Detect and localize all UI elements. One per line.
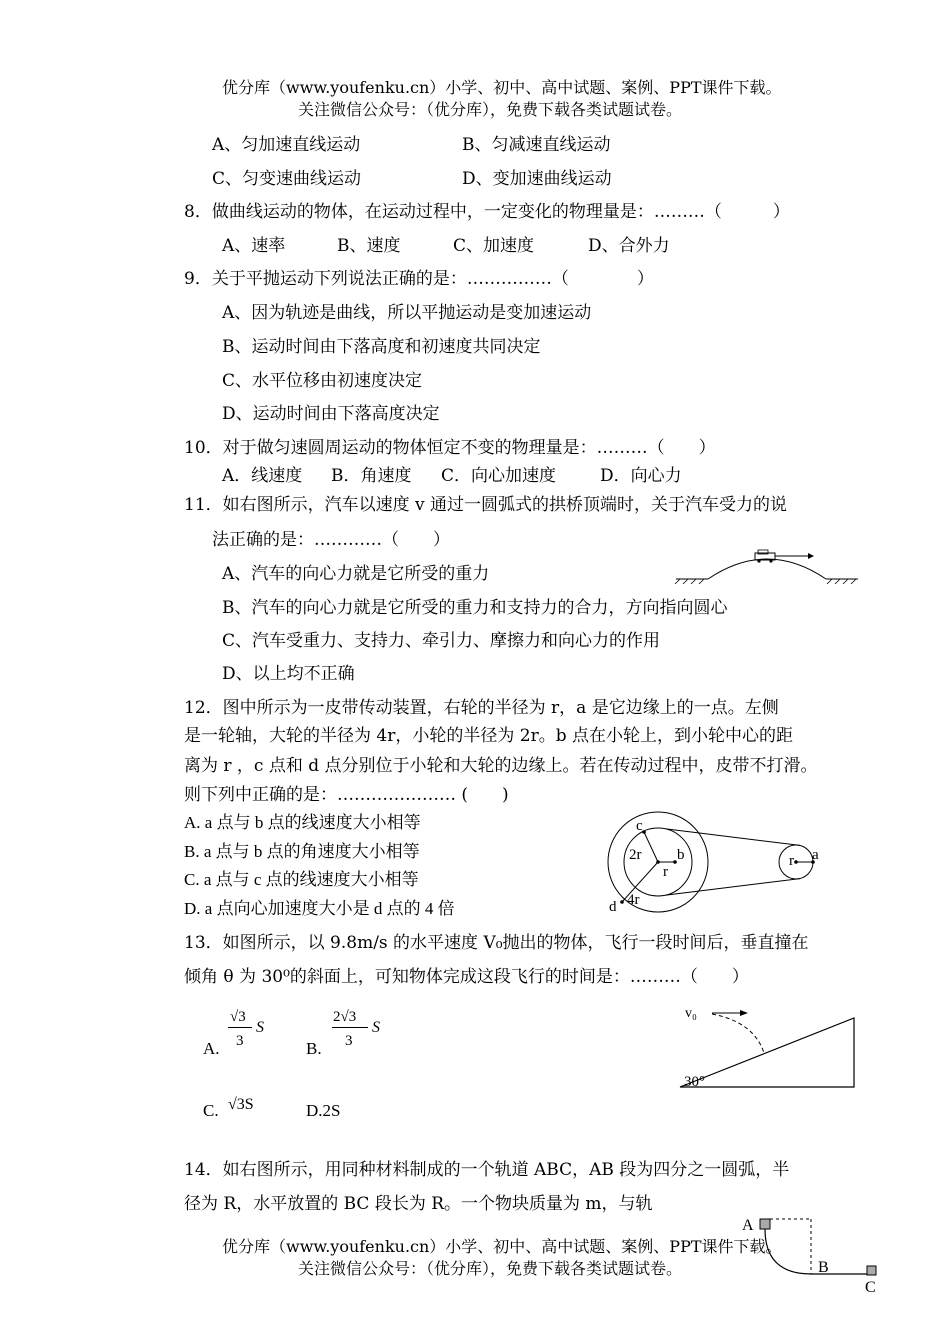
q13-stem-2: 倾角 θ 为 30⁰的斜面上，可知物体完成这段飞行的时间是：………（ ） <box>184 967 749 987</box>
q9-option-a: A、因为轨迹是曲线，所以平抛运动是变加速运动 <box>222 303 592 323</box>
q12-option-c: C. a 点与 c 点的线速度大小相等 <box>184 870 419 889</box>
block-at-a <box>760 1219 770 1229</box>
q7-option-c: C、匀变速曲线运动 <box>212 169 362 189</box>
footer-line-1: 优分库（www.youfenku.cn）小学、初中、高中试题、案例、PPT课件下载。 <box>222 1237 782 1256</box>
label-d: d <box>609 899 617 915</box>
q13-option-a-denominator: 3 <box>236 1033 244 1049</box>
q13-option-b-fraction-bar <box>332 1027 368 1028</box>
q8-option-c: C、加速度 <box>453 236 535 256</box>
q12-stem-1: 12．图中所示为一皮带传动装置，右轮的半径为 r，a 是它边缘上的一点。左侧 <box>184 698 779 718</box>
label-C: C <box>865 1279 876 1296</box>
q13-option-a-unit: S <box>256 1019 264 1036</box>
q12-option-d: D. a 点向心加速度大小是 d 点的 4 倍 <box>184 899 455 918</box>
car-icon <box>755 550 775 563</box>
q13-option-b-denominator: 3 <box>345 1033 353 1049</box>
q8-option-b: B、速度 <box>337 236 401 256</box>
q13-option-c-value: √3S <box>228 1096 254 1113</box>
label-B: B <box>818 1259 829 1276</box>
q7-option-b: B、匀减速直线运动 <box>462 135 611 155</box>
q9-option-c: C、水平位移由初速度决定 <box>222 371 423 391</box>
q7-option-a: A、匀加速直线运动 <box>212 135 361 155</box>
q9-option-b: B、运动时间由下落高度和初速度共同决定 <box>222 337 541 357</box>
q8-stem: 8．做曲线运动的物体，在运动过程中，一定变化的物理量是：………（ ） <box>184 202 790 222</box>
q13-option-d: D.2S <box>306 1101 341 1120</box>
q13-option-b-letter: B. <box>306 1039 322 1058</box>
q11-stem-2: 法正确的是：…………（ ） <box>212 530 450 550</box>
label-c: c <box>636 818 643 834</box>
q10-option-c: C．向心加速度 <box>441 466 557 486</box>
velocity-arrow-icon <box>712 1010 748 1016</box>
q14-stem-2: 径为 R，水平放置的 BC 段长为 R。一个物块质量为 m，与轨 <box>184 1194 653 1214</box>
q11-option-b: B、汽车的向心力就是它所受的重力和支持力的合力，方向指向圆心 <box>222 598 728 618</box>
label-r-inner: r <box>663 864 668 880</box>
incline-figure <box>672 1000 862 1092</box>
q14-stem-1: 14．如右图所示，用同种材料制成的一个轨道 ABC，AB 段为四分之一圆弧，半 <box>184 1160 790 1180</box>
q13-option-b-unit: S <box>372 1019 380 1036</box>
footer-line-2: 关注微信公众号：（优分库），免费下载各类试题试卷。 <box>298 1259 683 1278</box>
label-b: b <box>677 847 685 863</box>
q8-option-d: D、合外力 <box>588 236 670 256</box>
q9-option-d: D、运动时间由下落高度决定 <box>222 404 440 424</box>
header-line-1: 优分库（www.youfenku.cn）小学、初中、高中试题、案例、PPT课件下载。 <box>222 78 782 97</box>
block-at-c <box>867 1266 876 1275</box>
label-2r: 2r <box>629 847 642 863</box>
q12-stem-4: 则下列中正确的是：………………… ( ) <box>184 785 509 805</box>
q13-option-a-numerator: √3 <box>230 1009 246 1025</box>
q10-option-a: A．线速度 <box>222 466 303 486</box>
label-r-right: r <box>789 853 794 869</box>
q12-stem-3: 离为 r ，c 点和 d 点分别位于小轮和大轮的边缘上。若在传动过程中，皮带不打滑。 <box>184 756 818 776</box>
header-line-2: 关注微信公众号：（优分库），免费下载各类试题试卷。 <box>298 100 683 119</box>
velocity-arrow-icon <box>775 553 814 559</box>
label-4r: 4r <box>627 892 640 908</box>
q9-stem: 9．关于平抛运动下列说法正确的是：……………（ ） <box>184 269 654 289</box>
q13-option-b-numerator: 2√3 <box>333 1009 357 1025</box>
incline-triangle <box>680 1018 854 1087</box>
q7-option-d: D、变加速曲线运动 <box>462 169 612 189</box>
q12-option-a: A. a 点与 b 点的线速度大小相等 <box>184 813 421 832</box>
q11-stem-1: 11．如右图所示，汽车以速度 v 通过一圆弧式的拱桥顶端时，关于汽车受力的说 <box>184 495 788 515</box>
q11-option-a: A、汽车的向心力就是它所受的重力 <box>222 564 490 584</box>
label-A: A <box>742 1217 754 1234</box>
q12-option-b: B. a 点与 b 点的角速度大小相等 <box>184 842 420 861</box>
q10-stem: 10．对于做匀速圆周运动的物体恒定不变的物理量是：………（ ） <box>184 438 716 458</box>
arc-ab <box>765 1229 811 1274</box>
q10-option-d: D．向心力 <box>600 466 682 486</box>
belt-drive-figure <box>600 808 830 920</box>
label-v0: v₀ <box>685 1006 697 1021</box>
q13-stem-1: 13．如图所示，以 9.8m/s 的水平速度 V₀抛出的物体，飞行一段时间后，垂直撞在 <box>184 933 809 953</box>
track-abc-figure <box>738 1212 888 1298</box>
arch-bridge-figure <box>672 545 862 585</box>
trajectory-path <box>712 1014 764 1053</box>
label-a: a <box>812 847 819 863</box>
q13-option-a-letter: A. <box>203 1039 220 1058</box>
label-angle: 30° <box>684 1074 705 1090</box>
q11-option-c: C、汽车受重力、支持力、牵引力、摩擦力和向心力的作用 <box>222 631 661 651</box>
q8-option-a: A、速率 <box>222 236 286 256</box>
q10-option-b: B．角速度 <box>331 466 412 486</box>
q12-stem-2: 是一轮轴，大轮的半径为 4r，小轮的半径为 2r。b 点在小轮上，到小轮中心的距 <box>184 726 793 746</box>
q13-option-a-fraction-bar <box>228 1027 252 1028</box>
q11-option-d: D、以上均不正确 <box>222 664 355 684</box>
q13-option-c-letter: C. <box>203 1101 219 1120</box>
